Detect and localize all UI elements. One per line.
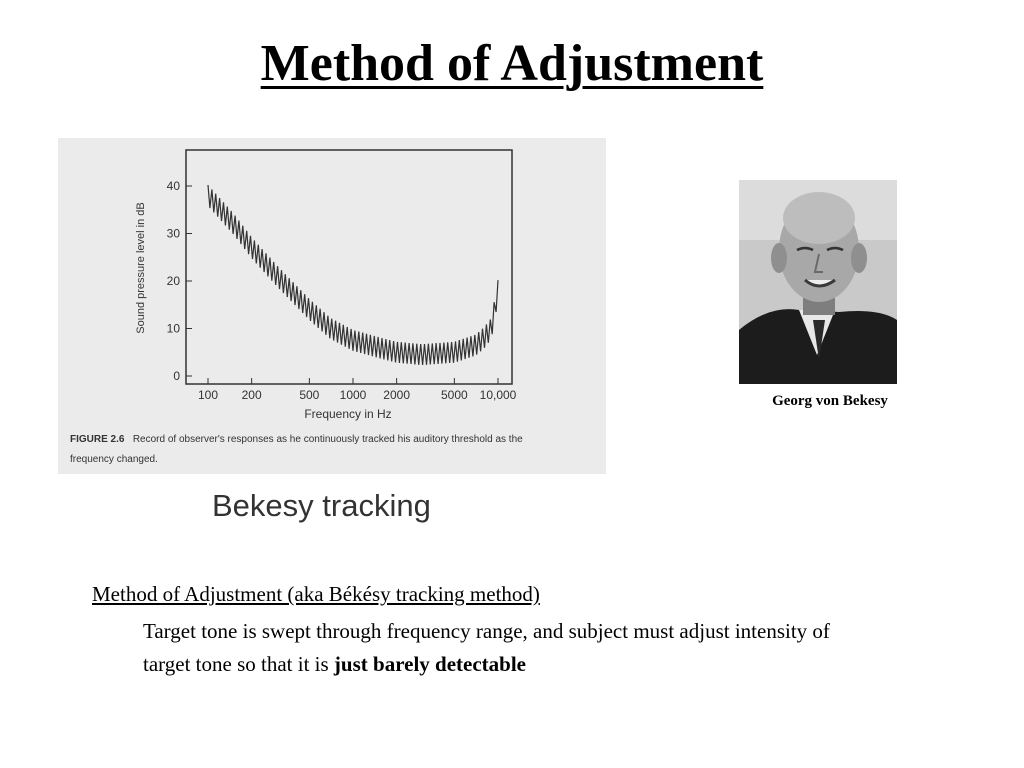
- method-description-emphasis: just barely detectable: [333, 652, 526, 676]
- y-tick-label: 40: [166, 179, 180, 193]
- bekesy-tracking-label: Bekesy tracking: [212, 488, 431, 523]
- x-tick-label: 100: [197, 388, 219, 402]
- plot-frame: [186, 150, 512, 384]
- portrait-photo: [739, 180, 897, 384]
- method-description: [143, 615, 833, 681]
- figure-caption: [70, 434, 523, 445]
- x-tick-label: 10,000: [479, 388, 517, 402]
- figure-caption-line-2: frequency changed.: [70, 454, 158, 465]
- method-description-text: Target tone is swept through frequency range, and subject must adjust intensity of target tone so that it is: [143, 619, 830, 676]
- x-tick-label: 200: [241, 388, 262, 402]
- x-axis-label: Frequency in Hz: [304, 407, 392, 421]
- x-tick-label: 500: [299, 388, 320, 402]
- figure-caption-line-1: Record of observer's responses as he continuously tracked his auditory threshold as the: [132, 434, 523, 445]
- y-tick-label: 30: [166, 226, 180, 241]
- threshold-trace: [208, 185, 498, 365]
- portrait-caption: Georg von Bekesy: [772, 393, 888, 409]
- bekesy-audiogram-figure: [58, 138, 606, 474]
- y-tick-label: 0: [173, 369, 180, 383]
- y-tick-label: 10: [166, 321, 180, 336]
- x-tick-label: 5000: [440, 388, 468, 402]
- threshold-chart: [58, 138, 606, 474]
- y-tick-label: 20: [166, 274, 180, 288]
- x-tick-label: 2000: [383, 388, 411, 402]
- x-tick-label: 1000: [339, 388, 367, 402]
- method-heading: Method of Adjustment (aka Békésy tracking method): [92, 582, 540, 606]
- figure-number: FIGURE 2.6: [70, 434, 125, 445]
- y-axis-label: Sound pressure level in dB: [135, 202, 147, 334]
- slide-title: Method of Adjustment: [260, 35, 764, 92]
